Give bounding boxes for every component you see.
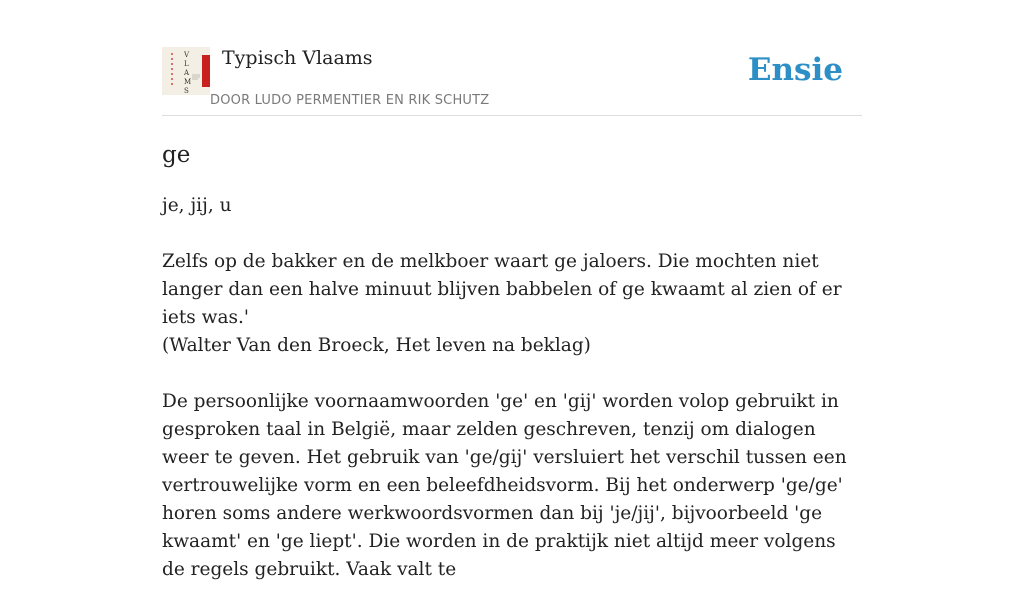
svg-text:S: S [184,87,189,95]
entry-body [162,248,862,612]
svg-text:M: M [184,78,192,86]
book-cover-icon [162,47,210,95]
ensie-logo-link[interactable]: Ensie [747,52,843,88]
entry-definition: je, jij, u [162,195,232,216]
entry-quote [162,248,862,360]
source-header [162,0,862,116]
source-title[interactable]: Typisch Vlaams [222,47,373,69]
source-authors: DOOR LUDO PERMENTIER EN RIK SCHUTZ [210,93,490,108]
svg-text:V: V [184,51,190,59]
svg-text:L: L [184,60,189,68]
book-cover-avatar[interactable] [162,47,210,95]
entry-title: ge [162,142,191,168]
quote-source: (Walter Van den Broeck, Het leven na beklag) [162,335,591,356]
svg-text:A: A [184,69,190,77]
quote-text: Zelfs op de bakker en de melkboer waart ge jaloers. Die mochten niet langer dan een halve minuut blijven babbelen of ge kwaamt al zien of er iets was.' [162,251,842,328]
entry-page [162,0,862,580]
entry-explanation: De persoonlijke voornaamwoorden 'ge' en 'gij' worden volop gebruikt in gesproken taal in België, maar zelden geschreven, tenzij om dialogen weer te geven. Het gebruik van 'ge/gij' versluiert het verschil tussen een vertrouwelijke vorm en een beleefdheidsvorm. Bij het onderwerp 'ge/ge' horen soms andere werkwoordsvormen dan bij 'je/jij', bijvoorbeeld 'ge kwaamt' en 'ge liept'. Die worden in de praktijk niet altijd meer volgens de regels gebruikt. Vaak valt te [162,391,847,580]
